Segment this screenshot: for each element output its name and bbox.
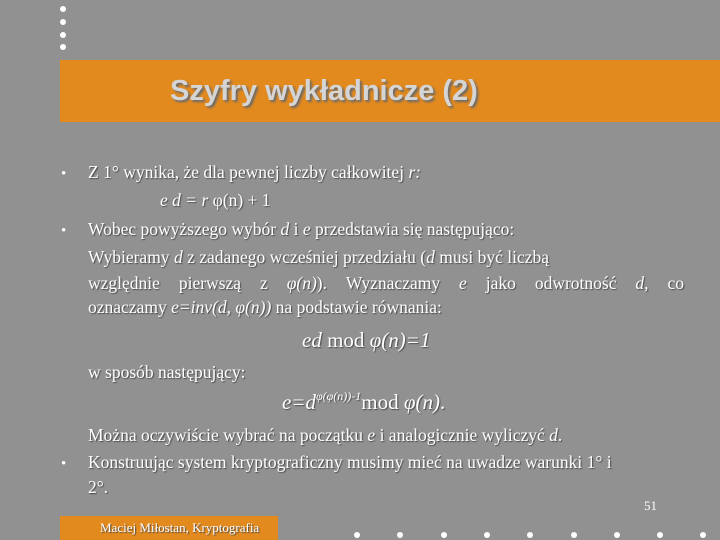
line-2: Wobec powyższego wybór d i e przedstawia się następująco: bbox=[88, 219, 515, 239]
decorative-dot bbox=[614, 532, 620, 538]
line-8: Konstruując system kryptograficzny musimy mieć na uwadze warunki 1° i bbox=[88, 452, 612, 472]
bullet-marker: • bbox=[61, 223, 67, 239]
line-7: Można oczywiście wybrać na początku e i analogicznie wyliczyć d. bbox=[88, 425, 563, 445]
decorative-dot bbox=[700, 532, 706, 538]
bullet-marker: • bbox=[61, 166, 67, 182]
line-6: w sposób następujący: bbox=[88, 362, 246, 382]
line-3: Wybieramy d z zadanego wcześniej przedziału (d musi być liczbą bbox=[88, 247, 550, 267]
formula-2: ed mod φ(n)=1 bbox=[302, 328, 431, 352]
line-4: względnie pierwszą z φ(n)). Wyznaczamy e jako odwrotność d, co bbox=[88, 273, 684, 293]
slide-title: Szyfry wykładnicze (2) bbox=[170, 75, 478, 107]
decorative-dot bbox=[571, 532, 577, 538]
decorative-dot bbox=[527, 532, 533, 538]
footer-author: Maciej Miłostan, Kryptografia bbox=[100, 520, 260, 535]
line-5: oznaczamy e=inv(d, φ(n)) na podstawie równania: bbox=[88, 297, 442, 317]
decorative-dot bbox=[397, 532, 403, 538]
formula-1: e d = r φ(n) + 1 bbox=[160, 190, 271, 210]
decorative-dot bbox=[657, 532, 663, 538]
decorative-dot bbox=[441, 532, 447, 538]
line-1: Z 1° wynika, że dla pewnej liczby całkowitej r: bbox=[88, 162, 422, 182]
decorative-dot bbox=[354, 532, 360, 538]
page-number: 51 bbox=[644, 498, 657, 513]
formula-3: $e=d^{\varphi(\varphi(n))-1}mod$ φ(n). bbox=[282, 389, 446, 414]
line-9: 2°. bbox=[88, 477, 109, 497]
decorative-dot bbox=[484, 532, 490, 538]
bullet-marker: • bbox=[61, 456, 67, 472]
